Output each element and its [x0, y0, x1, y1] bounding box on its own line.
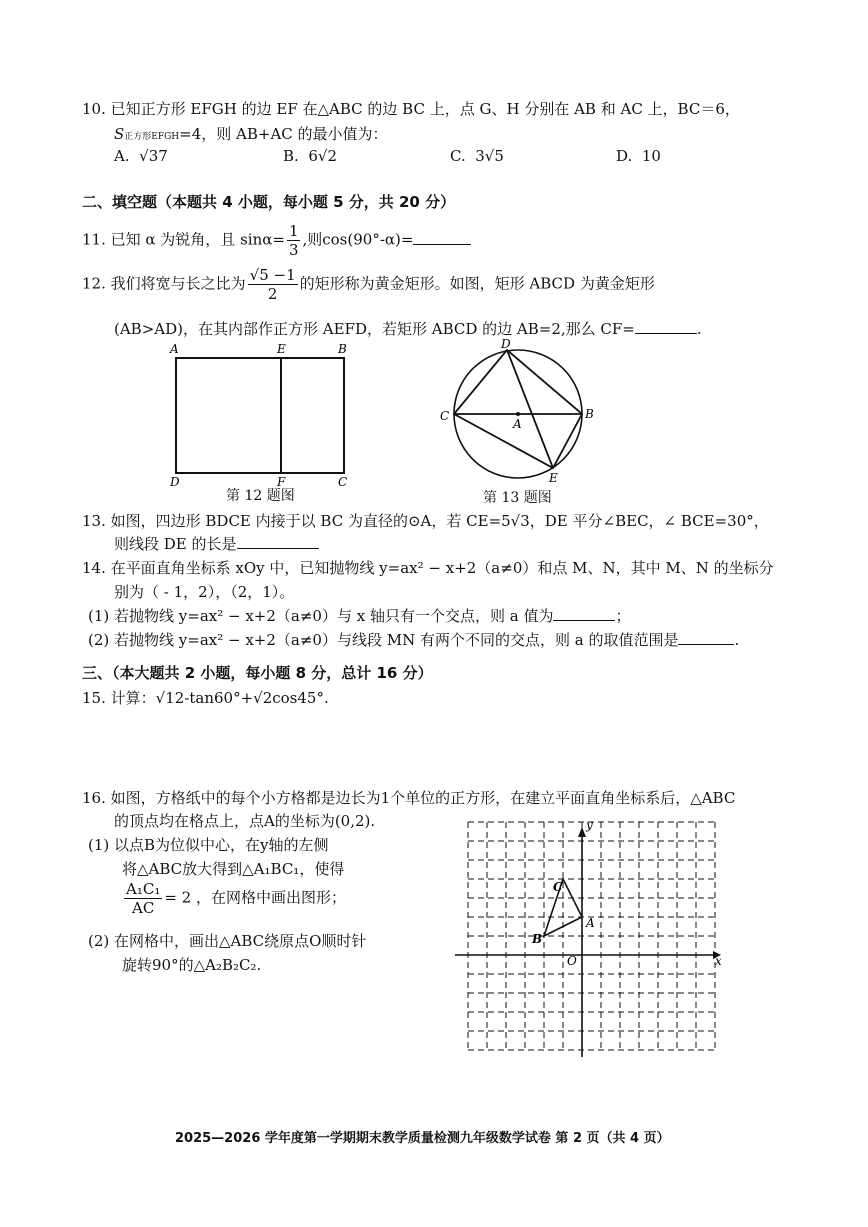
punctuation: .: [696, 320, 702, 338]
question-text: =4，则 AB+AC 的最小值为：: [179, 125, 388, 143]
denominator: 2: [267, 285, 278, 303]
fraction: [287, 222, 301, 259]
question-10-line1: [82, 98, 740, 119]
question-16-part2b: 旋转90°的△A₂B₂C₂.: [122, 956, 262, 974]
grid-lines: [468, 822, 715, 1050]
question-text: (2) 若抛物线 y=ax² − x+2（a≠0）与线段 MN 有两个不同的交点，则 a 的取值范围是: [88, 631, 679, 649]
answer-blank: [678, 630, 734, 645]
label-c: C: [338, 475, 348, 489]
question-number: 11.: [82, 230, 106, 249]
question-number: 13.: [82, 512, 106, 530]
coordinate-grid: [455, 815, 730, 1060]
label-d: D: [170, 475, 180, 489]
option-label: B.: [283, 147, 299, 165]
question-14-part2: [88, 629, 739, 650]
question-15: [82, 687, 329, 708]
question-text: 计算：√12-tan60°+√2cos45°.: [110, 689, 329, 707]
question-text: 我们将宽与长之比为: [110, 274, 246, 293]
label-e: E: [277, 342, 286, 356]
option-c: [450, 147, 504, 165]
option-value: 6√2: [308, 147, 337, 165]
label-f: F: [277, 475, 286, 489]
option-label: A.: [114, 147, 130, 165]
page-footer: 2025—2026 学年度第一学期期末教学质量检测九年级数学试卷 第 2 页（共 4 页）: [175, 1131, 670, 1146]
section-heading-3: 三、（本大题共 2 小题，每小题 8 分，总计 16 分）: [82, 664, 433, 682]
question-number: 16.: [82, 789, 106, 807]
label-b: B: [585, 407, 594, 421]
question-text: ,则cos(90°-α)=: [302, 230, 414, 249]
center-point: [516, 412, 520, 416]
question-14-line1: [82, 557, 774, 578]
label-y: y: [586, 818, 593, 832]
answer-blank: [553, 606, 615, 621]
label-a: A: [170, 342, 179, 356]
question-11: [82, 222, 471, 259]
label-a: A: [513, 417, 522, 431]
y-axis-arrow: [578, 827, 586, 837]
question-text: 已知 α 为锐角，且 sinα=: [110, 230, 285, 249]
segment-de: [507, 350, 553, 468]
label-d: D: [501, 337, 511, 351]
fraction: [124, 880, 162, 917]
question-16-line1: [82, 787, 735, 808]
question-text: 如图，方格纸中的每个小方格都是边长为1个单位的正方形，在建立平面直角坐标系后，△ABC: [110, 789, 736, 807]
figure-12: [160, 340, 370, 505]
answer-blank: [237, 534, 319, 549]
figure-13-caption: 第 13 题图: [483, 490, 552, 506]
label-c: C: [553, 880, 563, 894]
section-heading-2: 二、填空题（本题共 4 小题，每小题 5 分，共 20 分）: [82, 193, 456, 211]
question-16-part1b: 将△ABC放大得到△A₁BC₁，使得: [122, 860, 345, 878]
denominator: 3: [288, 241, 299, 259]
question-number: 10.: [82, 100, 106, 118]
question-13-line1: [82, 510, 769, 531]
question-text: (1) 若抛物线 y=ax² − x+2（a≠0）与 x 轴只有一个交点，则 a 值为: [88, 607, 554, 625]
question-12-line1: [82, 266, 655, 303]
label-o: O: [567, 954, 577, 968]
question-16-part2a: (2) 在网格中，画出△ABC绕原点O顺时针: [88, 932, 367, 950]
question-text: 已知正方形 EFGH 的边 EF 在△ABC 的边 BC 上，点 G、H 分别在 AB 和 AC 上，BC＝6，: [110, 100, 740, 118]
option-label: C.: [450, 147, 466, 165]
option-b: [283, 147, 337, 165]
punctuation: ；: [615, 607, 631, 625]
answer-blank: [635, 319, 697, 334]
question-16-part1c: [122, 880, 346, 917]
denominator: AC: [132, 899, 155, 917]
question-text: 的矩形称为黄金矩形。如图，矩形 ABCD 为黄金矩形: [299, 274, 655, 293]
question-10-line2: [114, 123, 388, 144]
question-14-part1: [88, 605, 630, 626]
option-value: √37: [139, 147, 168, 165]
answer-blank: [413, 230, 471, 245]
question-text: 如图，四边形 BDCE 内接于以 BC 为直径的⊙A，若 CE=5√3，DE 平分∠BEC，∠ BCE=30°，: [110, 512, 769, 530]
label-e: E: [549, 471, 558, 485]
question-13-line2: [114, 533, 319, 554]
label-a: A: [586, 916, 595, 930]
label-b: B: [338, 342, 347, 356]
numerator: 1: [288, 222, 299, 240]
label-b: B: [532, 932, 543, 946]
option-value: 3√5: [475, 147, 504, 165]
question-14-line2: 别为（ - 1，2），（2，1）。: [114, 583, 295, 601]
numerator: A₁C₁: [126, 880, 161, 898]
question-16-part1a: (1) 以点B为位似中心，在y轴的左侧: [88, 836, 329, 854]
option-value: 10: [641, 147, 661, 165]
figure-13: [435, 336, 605, 486]
question-text: 则线段 DE 的长是: [114, 535, 237, 553]
question-number: 12.: [82, 274, 106, 293]
label-x: x: [715, 954, 722, 968]
numerator: √5 −1: [249, 266, 296, 284]
option-label: D.: [616, 147, 633, 165]
fraction: [248, 266, 298, 303]
question-text: 在平面直角坐标系 xOy 中，已知抛物线 y=ax² − x+2（a≠0）和点 M、N，其中 M、N 的坐标分: [110, 559, 774, 577]
rectangle-abcd: [176, 358, 344, 473]
question-12-line2: [114, 318, 702, 339]
question-number: 14.: [82, 559, 106, 577]
figure-12-caption: 第 12 题图: [226, 488, 295, 504]
question-16-line2: 的顶点均在格点上，点A的坐标为(0,2).: [114, 812, 376, 830]
option-d: [616, 147, 661, 165]
question-text: = 2 ，在网格中画出图形；: [164, 888, 346, 907]
area-subscript: 正方形EFGH: [124, 132, 180, 142]
option-a: [114, 147, 168, 165]
punctuation: .: [734, 631, 740, 649]
area-symbol: S: [114, 125, 125, 143]
label-c: C: [440, 409, 450, 423]
question-text: (AB>AD)，在其内部作正方形 AEFD，若矩形 ABCD 的边 AB=2,那么 CF=: [114, 320, 635, 338]
question-number: 15.: [82, 689, 106, 707]
